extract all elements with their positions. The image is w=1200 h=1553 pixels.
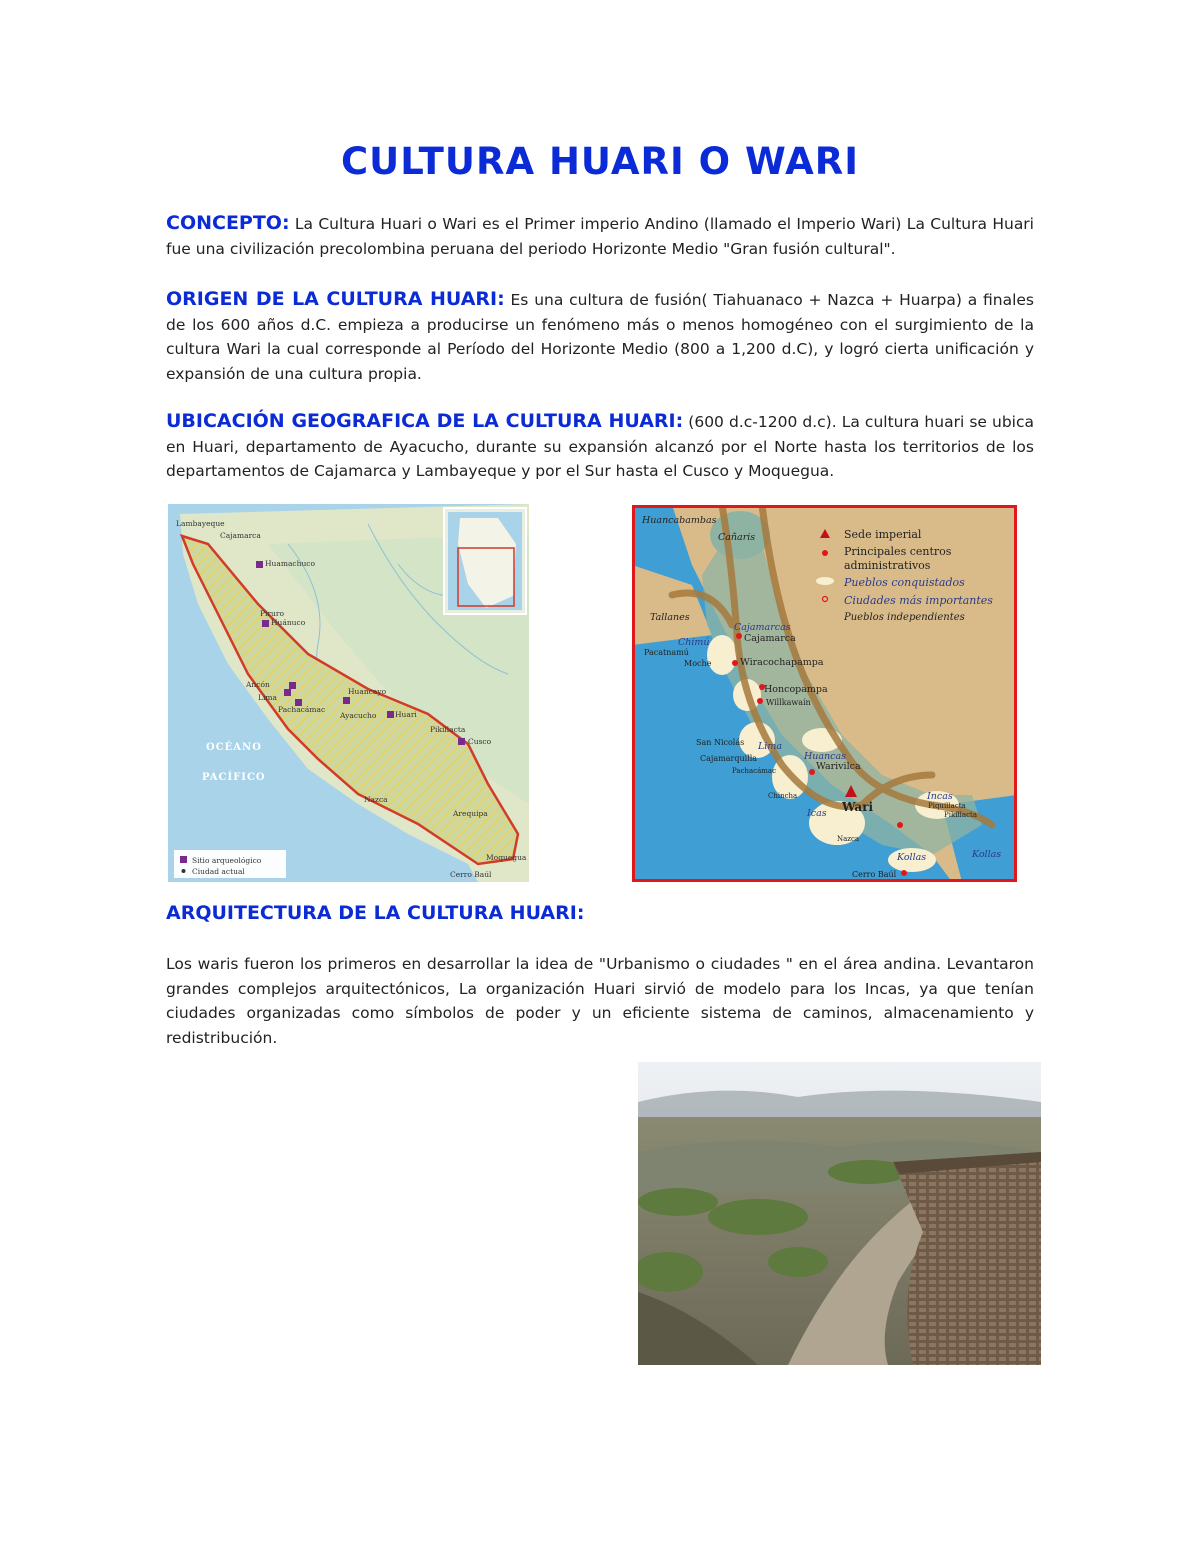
map1-label: Cajamarca [220, 531, 261, 540]
map1-label: Ayacucho [340, 711, 377, 720]
map2-place-label: Cajamarquilla [700, 754, 758, 763]
map2-legend-pueblos: Pueblos conquistados [844, 576, 965, 589]
map2-place-label: Pikillacta [944, 811, 977, 819]
map2-legend-sede: Sede imperial [844, 528, 922, 541]
map2-place-label: Cajamarca [744, 633, 796, 644]
map1-label: Huari [395, 710, 417, 719]
map2-region-label: Cañaris [718, 532, 756, 543]
map2-region-label: Kollas [972, 849, 1002, 860]
map1-legend-site: Sitio arqueológico [192, 856, 262, 865]
map2-region-label: Cajamarcas [734, 622, 791, 633]
map2-region-label: Chimú [678, 637, 710, 648]
map2-legend-centros-2: administrativos [844, 559, 931, 572]
map2-place-label: Nazca [837, 835, 860, 843]
arquitectura-text: Los waris fueron los primeros en desarrollar la idea de "Urbanismo o ciudades " en el área andina. Levantaron grandes complejos arquitectónicos, La organización Huari sirvió de modelo para los Incas, ya que tenían ciudades organizadas como símbolos de poder y un eficiente sistema de caminos, almacenamiento y redistribución. [166, 955, 1034, 1047]
map2-legend-independientes: Pueblos independientes [844, 612, 965, 623]
map2-region-label: Incas [927, 791, 953, 802]
map1-label: Huamachuco [265, 559, 316, 568]
map2-place-label: Moche [684, 659, 712, 668]
map1-legend-city: Ciudad actual [192, 867, 245, 876]
arquitectura-heading: ARQUITECTURA DE LA CULTURA HUARI: [166, 902, 585, 924]
map1-ocean-label: PACÍFICO [202, 772, 266, 783]
concepto-text: La Cultura Huari o Wari es el Primer imperio Andino (llamado el Imperio Wari) La Cultura Huari fue una civilización precolombina peruana del periodo Horizonte Medio "Gran fusión cultural". [166, 215, 1034, 258]
ubicacion-paragraph [166, 409, 1034, 484]
concepto-paragraph [166, 211, 1034, 261]
map1-label: Moquegua [486, 853, 527, 862]
map2-place-label: Cerro Baúl [852, 870, 897, 879]
map1-label: Ancón [246, 680, 270, 689]
map2-region-label: Kollas [897, 852, 927, 863]
map2-legend-ciudades: Ciudades más importantes [844, 594, 993, 607]
map1-label: Lima [258, 693, 277, 702]
map2-region-label: Lima [758, 741, 783, 752]
ubicacion-heading: UBICACIÓN GEOGRAFICA DE LA CULTURA HUARI: [166, 410, 684, 432]
map1-label: Huancayo [348, 687, 387, 696]
map1-label: Arequipa [453, 809, 488, 818]
map1-label: Pachacámac [278, 705, 326, 714]
map2-place-label: Wiracochapampa [740, 657, 824, 668]
map1-label: Lambayeque [176, 519, 225, 528]
map2-place-label: Chincha [768, 792, 798, 800]
map2-place-label: Honcopampa [764, 684, 828, 695]
map1-ocean-label: OCÉANO [206, 742, 262, 753]
map2-region-label: Huancabambas [642, 515, 717, 526]
map2-place-label: San Nicolás [696, 738, 745, 747]
origen-paragraph [166, 287, 1034, 386]
map1-label: Pikillacta [430, 725, 466, 734]
origen-text: Es una cultura de fusión( Tiahuanaco + Nazca + Huarpa) a finales de los 600 años d.C. empieza a producirse un fenómeno más o menos homogéneo con el surgimiento de la cultura Wari la cual corresponde al Período del Horizonte Medio (800 a 1,200 d.C), y logró cierta unificación y expansión de una cultura propia. [166, 291, 1035, 383]
map1-label: Cusco [468, 737, 492, 746]
photo-huari-architecture [638, 1062, 1041, 1365]
map1-label: Huánuco [271, 618, 306, 627]
map1-label: Cerro Baúl [450, 870, 492, 879]
map2-region-label: Tallanes [650, 612, 690, 623]
page-title: CULTURA HUARI O WARI [341, 140, 859, 183]
origen-heading: ORIGEN DE LA CULTURA HUARI: [166, 288, 505, 310]
map2-legend-centros-1: Principales centros [844, 545, 952, 558]
map1-label: Nazca [364, 795, 388, 804]
map2-place-label: Piquillacta [928, 802, 966, 810]
concepto-heading: CONCEPTO: [166, 212, 290, 234]
map2-capital-label: Wari [842, 800, 874, 814]
map2-place-label: Pacatnamú [644, 648, 689, 657]
ubicacion-text: (600 d.c-1200 d.c). La cultura huari se ubica en Huari, departamento de Ayacucho, durante su expansión alcanzó por el Norte hasta los territorios de los departamentos de Cajamarca y Lambayeque y por el Sur hasta el Cusco y Moquegua. [166, 413, 1034, 481]
map-peru-huari-extent [168, 504, 529, 882]
map2-place-label: Pachacámac [732, 767, 776, 775]
map-wari-empire [632, 505, 1017, 882]
map2-region-label: Huancas [804, 751, 847, 762]
map2-place-label: Willkawaín [766, 698, 811, 707]
map1-label: Piruro [260, 609, 284, 618]
map2-region-label: Icas [807, 808, 827, 819]
arquitectura-paragraph [166, 952, 1034, 1050]
map2-place-label: Warivilca [816, 761, 861, 772]
